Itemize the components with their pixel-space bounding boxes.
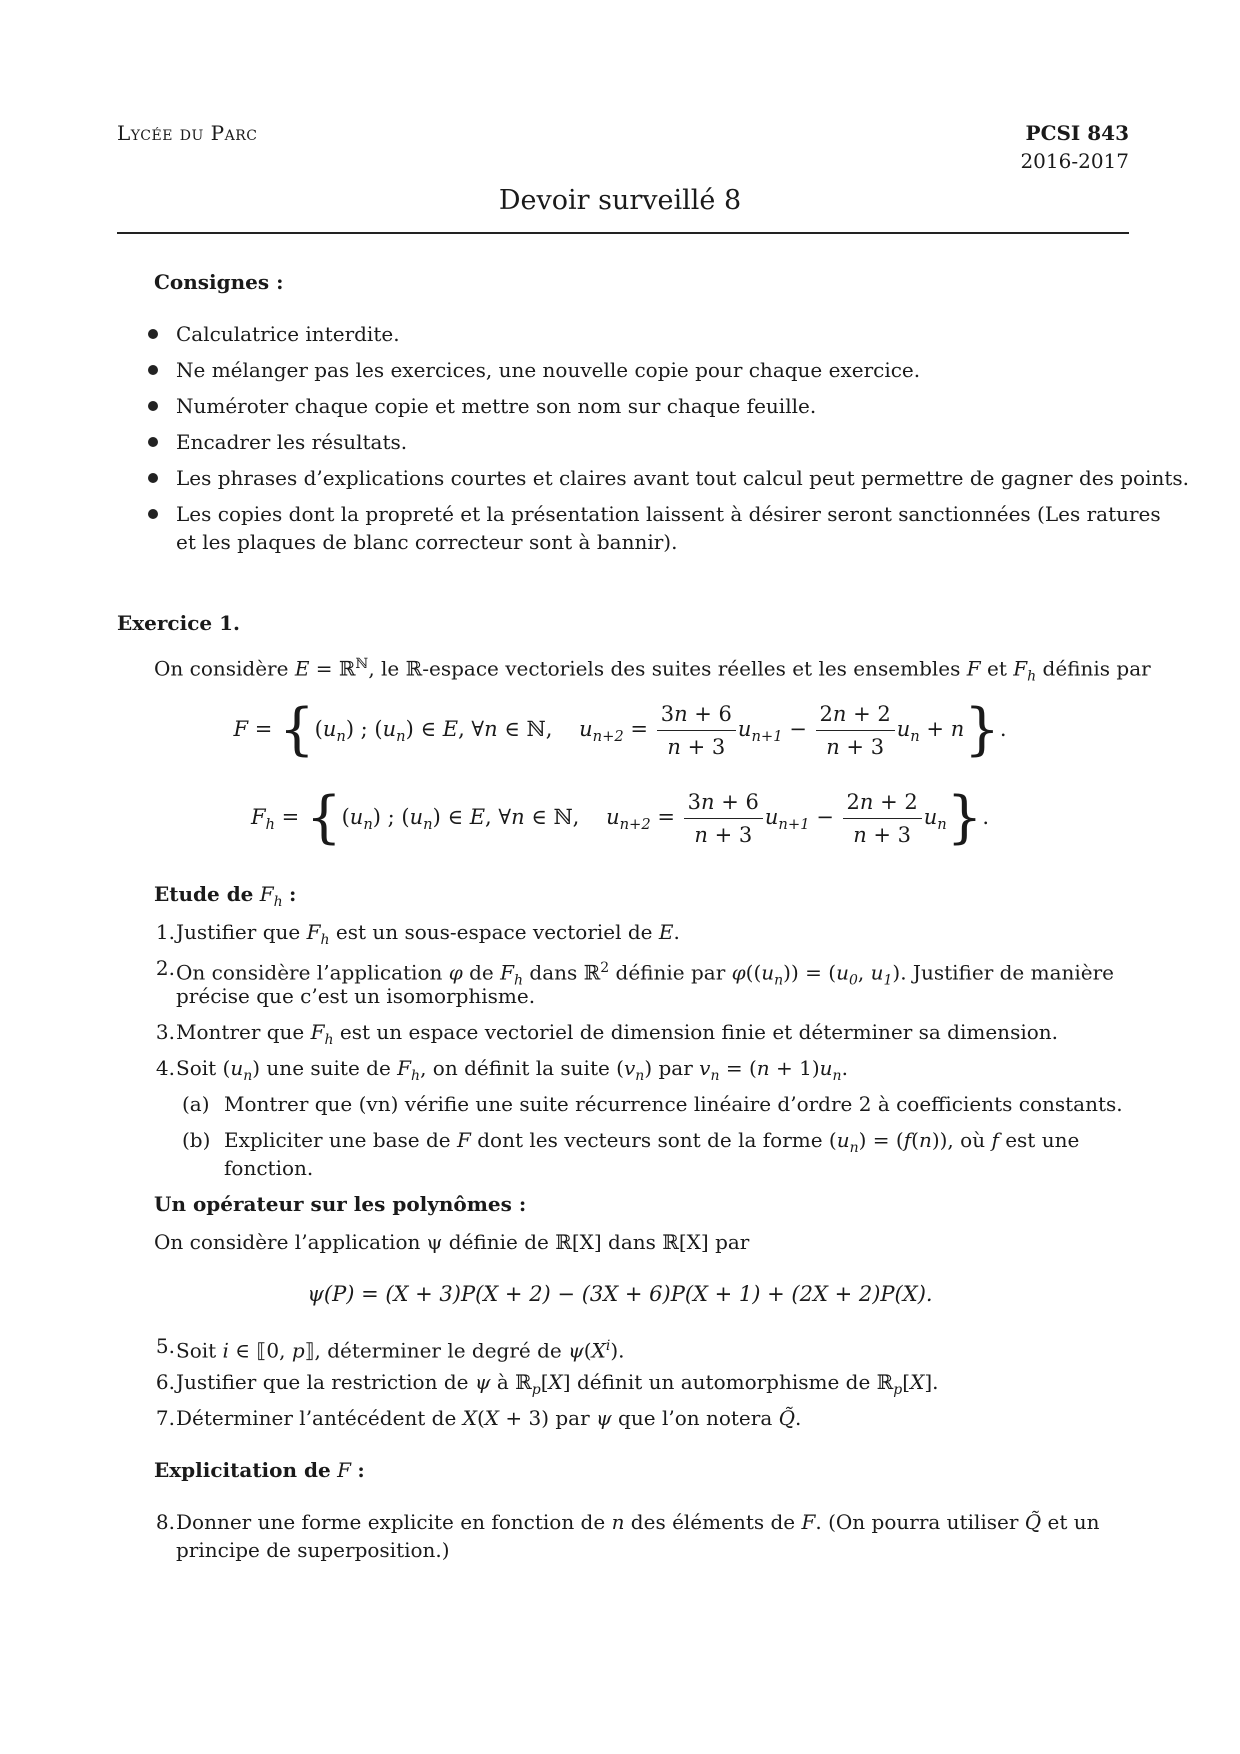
consignes-heading: Consignes : xyxy=(154,270,284,294)
question-2-continued: précise que c’est un isomorphisme. xyxy=(176,984,536,1008)
question-number: 2. xyxy=(155,956,175,980)
bullet-icon xyxy=(148,365,158,375)
psi-intro: On considère l’application ψ définie de ℝ[X] dans ℝ[X] par xyxy=(154,1230,750,1254)
exercise-title: Exercice 1. xyxy=(117,611,240,635)
class-label: PCSI 843 xyxy=(1025,121,1129,145)
page-title: Devoir surveillé 8 xyxy=(498,185,742,216)
section-heading-etude: Etude de $F_h$ : xyxy=(154,882,297,910)
bullet-icon xyxy=(148,509,158,519)
school-name: Lycée du Parc xyxy=(117,121,258,145)
question-number: 1. xyxy=(155,920,175,944)
consigne-item: Ne mélanger pas les exercices, une nouvelle copie pour chaque exercice. xyxy=(176,358,921,382)
consigne-item: Les phrases d’explications courtes et claires avant tout calcul peut permettre de gagner des points. xyxy=(176,466,1190,490)
question-number: 6. xyxy=(155,1370,175,1394)
question-4: Soit $(u_n)$ une suite de $F_h$, on définit la suite $(v_n)$ par $v_n = (n + 1)u_n$. xyxy=(176,1056,848,1084)
question-8: Donner une forme explicite en fonction de n des éléments de F. (On pourra utiliser Q̃ et un xyxy=(176,1510,1100,1534)
exercise-intro: On considère E = ℝ$^ℕ$, le ℝ-espace vectoriels des suites réelles et les ensembles F et $F_h$ définis par xyxy=(154,656,1151,685)
question-number: 8. xyxy=(155,1510,175,1534)
section-heading-text: Etude de xyxy=(154,882,254,906)
header-rule xyxy=(117,232,1129,234)
question-6: Justifier que la restriction de ψ à ℝ$_p$[X] définit un automorphisme de ℝ$_p$[X]. xyxy=(176,1370,939,1398)
question-number: 5. xyxy=(155,1334,175,1358)
equation-Fh: $F_h = \{(u_n)$ ; $(u_n)$ ∈ E, ∀n ∈ ℕ, $u_{n+2}$ = $\frac{3n + 6}{n + 3}$ $u_{n+1}$ − $\frac{2n + 2}{n + 3}$ $u_n$}. xyxy=(250,785,990,851)
question-4a: Montrer que (vn) vérifie une suite récurrence linéaire d’ordre 2 à coefficients constants. xyxy=(224,1092,1123,1116)
bullet-icon xyxy=(148,329,158,339)
section-heading-operateur: Un opérateur sur les polynômes : xyxy=(154,1192,527,1216)
question-4b-continued: fonction. xyxy=(224,1156,314,1180)
subquestion-label: (b) xyxy=(182,1128,211,1152)
question-4b: Expliciter une base de F dont les vecteurs sont de la forme $(u_n) = (f(n))$, où f est une xyxy=(224,1128,1080,1156)
school-year: 2016-2017 xyxy=(1020,149,1129,173)
equation-F: $F = \{(u_n)$ ; $(u_n)$ ∈ E, ∀n ∈ ℕ, $u_{n+2}$ = $\frac{3n + 6}{n + 3}$ $u_{n+1}$ − $\frac{2n + 2}{n + 3}$ $u_n + n$}. xyxy=(233,697,1007,763)
question-2: On considère l’application φ de $F_h$ dans ℝ$^2$ définie par $\varphi((u_n)) = (u_0$, $u_1$). Justifier de manière xyxy=(176,960,1115,989)
question-3: Montrer que $F_h$ est un espace vectoriel de dimension finie et déterminer sa dimension. xyxy=(176,1020,1059,1048)
consigne-item: Encadrer les résultats. xyxy=(176,430,408,454)
psi-definition: ψ(P) = (X + 3)P(X + 2) − (3X + 6)P(X + 1) + (2X + 2)P(X). xyxy=(307,1282,933,1306)
bullet-icon xyxy=(148,437,158,447)
consigne-item: Calculatrice interdite. xyxy=(176,322,400,346)
consigne-item-continued: et les plaques de blanc correcteur sont à bannir). xyxy=(176,530,678,554)
section-heading-text: Explicitation de xyxy=(154,1458,331,1482)
question-1-text: Justifier que xyxy=(176,920,301,944)
subquestion-label: (a) xyxy=(182,1092,210,1116)
question-number: 3. xyxy=(155,1020,175,1044)
question-8-continued: principe de superposition.) xyxy=(176,1538,450,1562)
question-5: Soit i ∈ ⟦0, p⟧, déterminer le degré de $\psi(X^i)$. xyxy=(176,1338,625,1363)
question-7: Déterminer l’antécédent de X(X + 3) par ψ que l’on notera Q̃. xyxy=(176,1406,802,1430)
consigne-item: Les copies dont la propreté et la présentation laissent à désirer seront sanctionnées (Les ratures xyxy=(176,502,1161,526)
consigne-item: Numéroter chaque copie et mettre son nom sur chaque feuille. xyxy=(176,394,817,418)
question-number: 4. xyxy=(155,1056,175,1080)
question-number: 7. xyxy=(155,1406,175,1430)
section-heading-explicitation: Explicitation de F : xyxy=(154,1458,365,1482)
bullet-icon xyxy=(148,401,158,411)
question-1: Justifier que $F_h$ est un sous-espace vectoriel de E. xyxy=(176,920,680,948)
bullet-icon xyxy=(148,473,158,483)
